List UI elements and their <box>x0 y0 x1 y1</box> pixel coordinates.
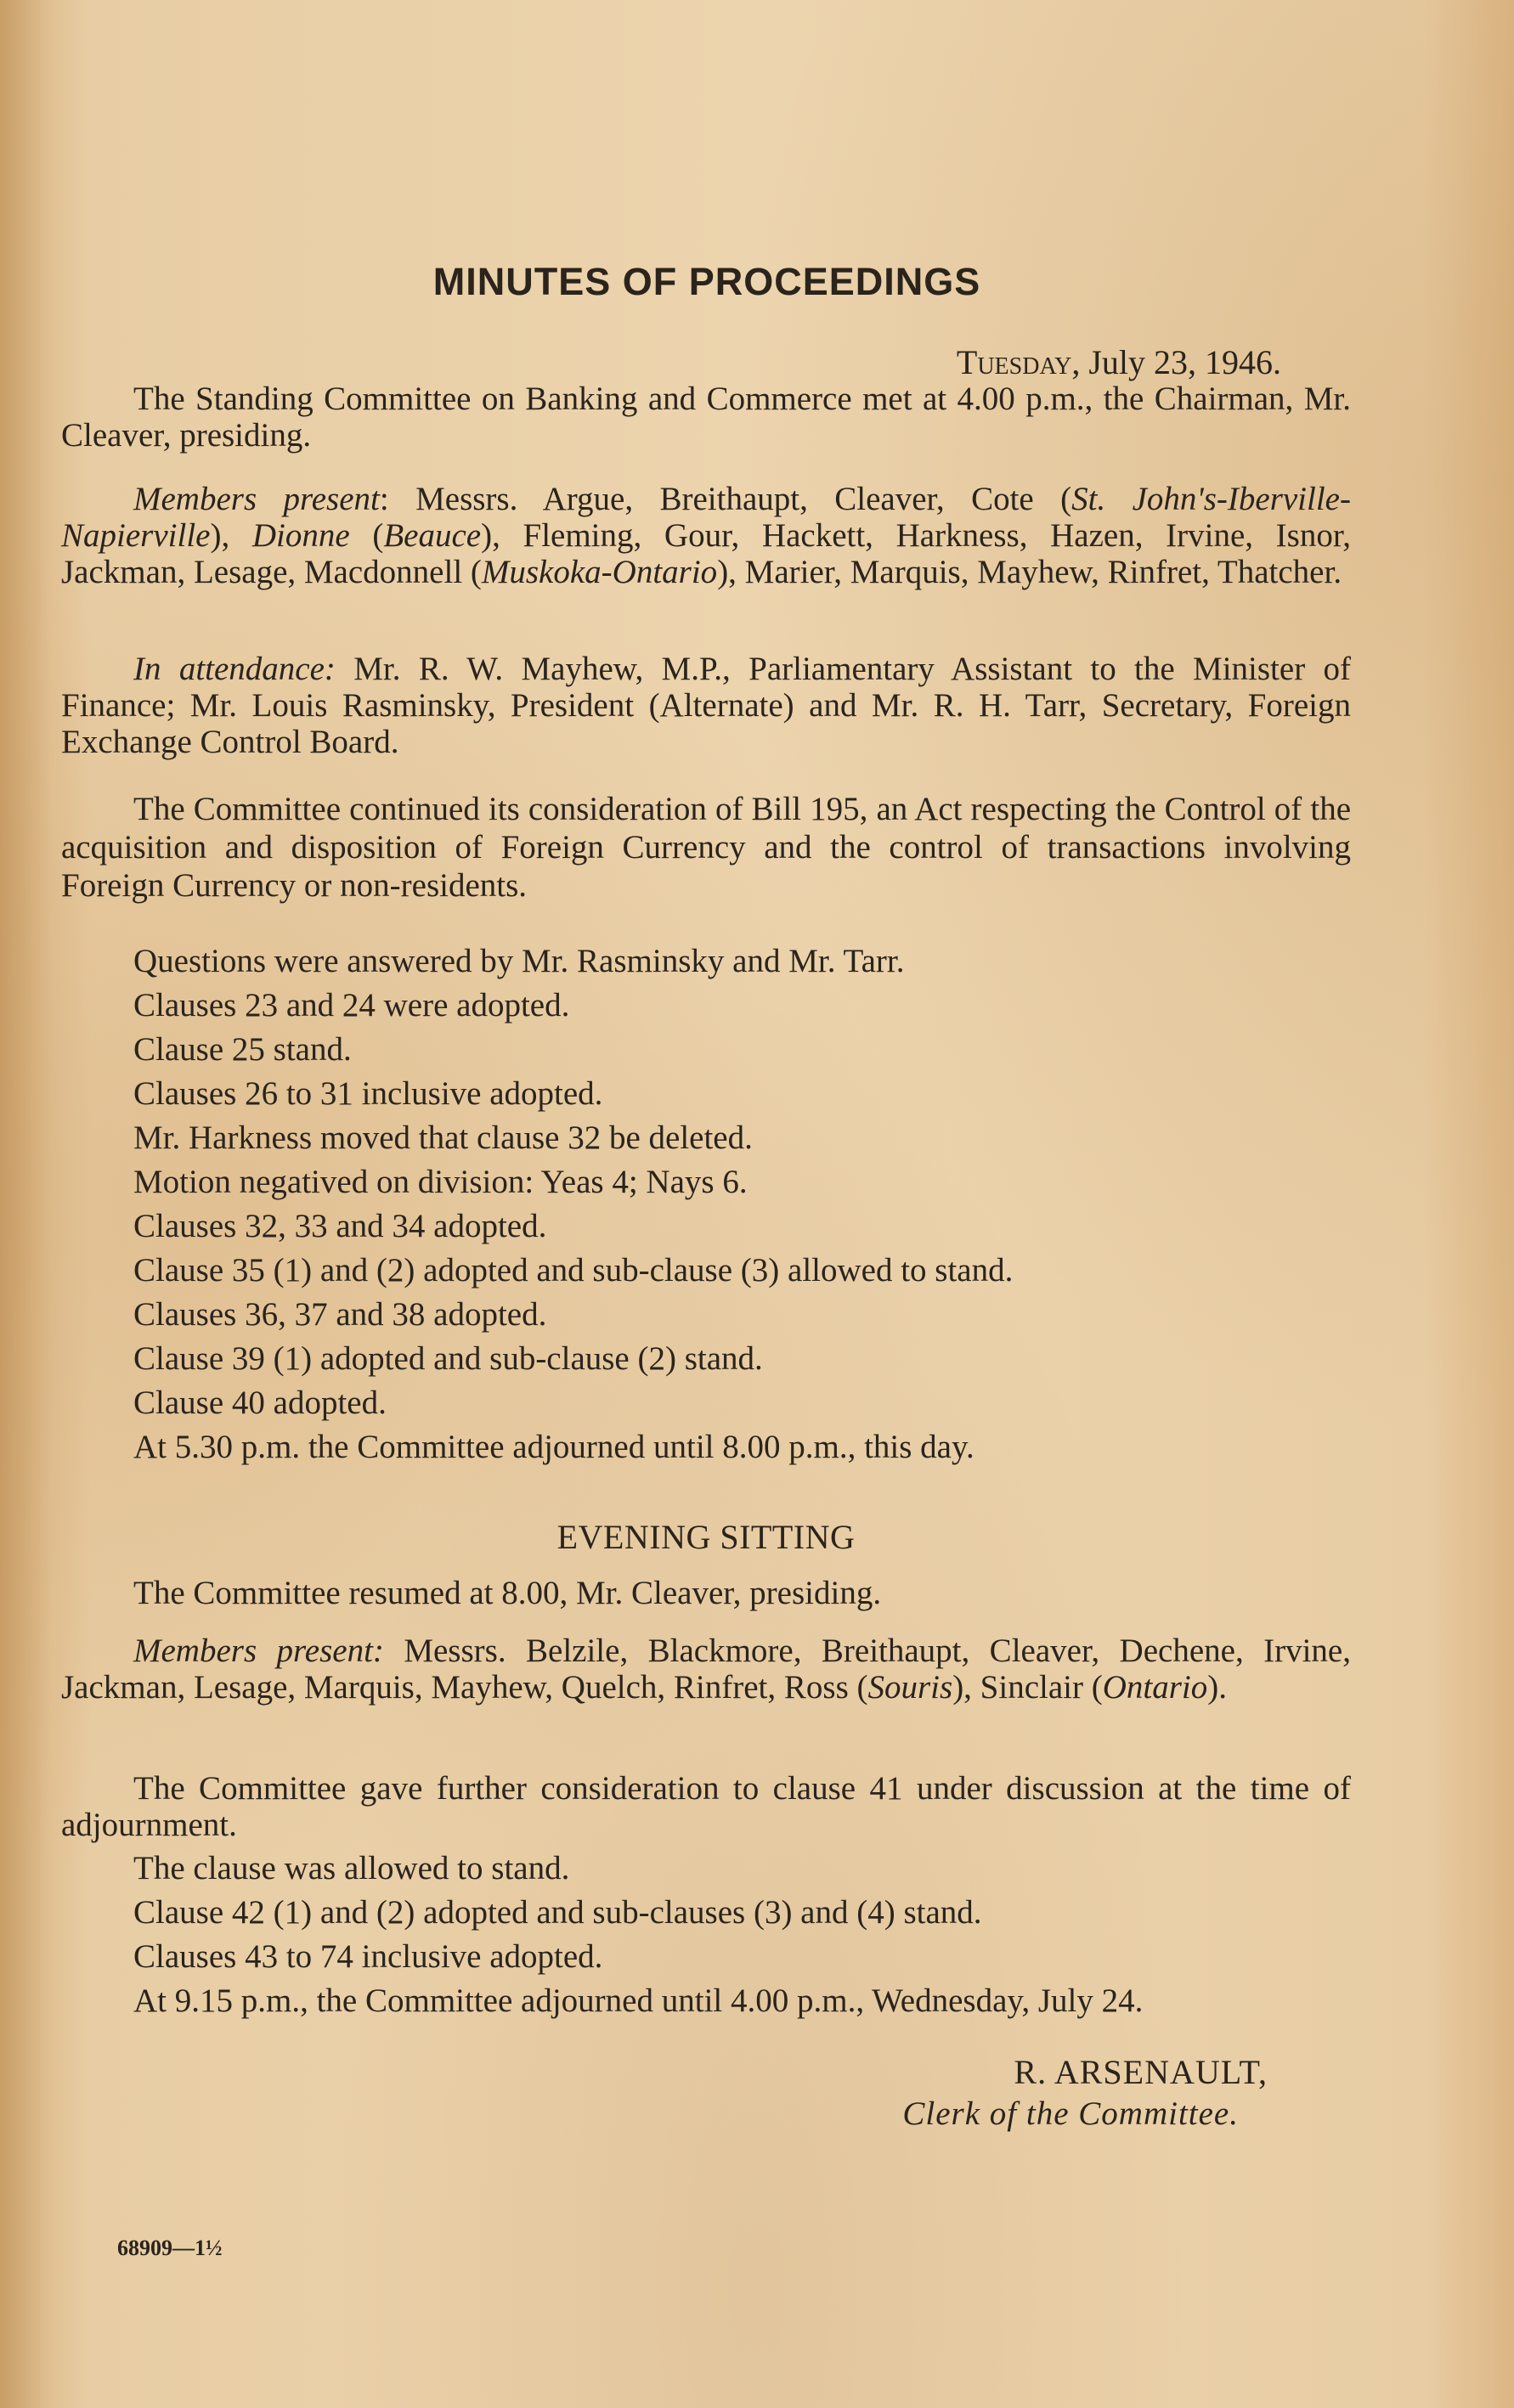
list-item: Clauses 26 to 31 inclusive adopted. <box>133 1075 603 1112</box>
dateline <box>61 344 1281 381</box>
list-item: Clause 35 (1) and (2) adopted and sub-clause (3) allowed to stand. <box>133 1252 1014 1289</box>
list-item: Clauses 32, 33 and 34 adopted. <box>133 1208 547 1244</box>
in-attendance-text: Mr. R. W. Mayhew, M.P., Parliamentary Assistant to the Minister of Finance; Mr. Louis Rasminsky, President (Alternate) and Mr. R. H. Tarr, Secretary, Foreign Exchange Control Board. <box>61 651 1351 760</box>
list-item: Questions were answered by Mr. Rasminsky and Mr. Tarr. <box>133 943 905 979</box>
members-riding-1: St. John's-Iberville-Napierville <box>61 481 1351 554</box>
dateline-weekday: Tuesday <box>956 343 1072 381</box>
list-item: At 9.15 p.m., the Committee adjourned until 4.00 p.m., Wednesday, July 24. <box>133 1982 1144 2019</box>
list-item: Motion negatived on division: Yeas 4; Nays 6. <box>133 1164 748 1200</box>
list-item: At 5.30 p.m. the Committee adjourned until 8.00 p.m., this day. <box>133 1429 974 1465</box>
list-item: Clauses 23 and 24 were adopted. <box>133 987 570 1024</box>
evening-riding-2: Ontario <box>1102 1669 1208 1706</box>
members-text-3: ( <box>349 517 384 554</box>
members-text-4: ), Fleming, Gour, Hackett, Harkness, Hazen, Irvine, Isnor, Jackman, Lesage, Macdonnell ( <box>61 517 1351 590</box>
page-title: MINUTES OF PROCEEDINGS <box>432 260 981 303</box>
evening-members-paragraph <box>61 1633 1351 1706</box>
list-item: Clause 40 adopted. <box>133 1384 387 1421</box>
members-name-dionne: Dionne <box>251 517 350 554</box>
list-item: Clause 39 (1) adopted and sub-clause (2) stand. <box>133 1340 763 1377</box>
evening-opening: The Committee resumed at 8.00, Mr. Cleaver, presiding. <box>133 1575 882 1611</box>
signature-role: Clerk of the Committee. <box>902 2095 1239 2132</box>
members-text-1: : Messrs. Argue, Breithaupt, Cleaver, Cote ( <box>379 481 1072 517</box>
list-item: Clause 25 stand. <box>133 1031 352 1068</box>
members-present-label: Members present <box>133 481 380 517</box>
evening-members-text-1: Messrs. Belzile, Blackmore, Breithaupt, Cleaver, Dechene, Irvine, Jackman, Lesage, Marquis, Mayhew, Quelch, Rinfret, Ross ( <box>61 1633 1351 1706</box>
opening-paragraph: The Standing Committee on Banking and Commerce met at 4.00 p.m., the Chairman, Mr. Cleaver, presiding. <box>61 381 1351 454</box>
evening-heading: EVENING SITTING <box>556 1518 856 1556</box>
print-code: 68909—1½ <box>117 2236 223 2260</box>
members-riding-3: Muskoka-Ontario <box>481 554 718 590</box>
list-item: Clause 42 (1) and (2) adopted and sub-clauses (3) and (4) stand. <box>133 1894 982 1931</box>
list-item: Mr. Harkness moved that clause 32 be deleted. <box>133 1119 753 1156</box>
evening-members-text-2: ), Sinclair ( <box>952 1669 1103 1706</box>
in-attendance-paragraph <box>61 651 1351 760</box>
dateline-date: , July 23, 1946. <box>1071 343 1281 381</box>
members-text-2: ), <box>210 517 252 554</box>
evening-members-label: Members present: <box>133 1633 384 1669</box>
list-item: The clause was allowed to stand. <box>133 1850 570 1886</box>
evening-consideration-paragraph: The Committee gave further consideration to clause 41 under discussion at the time of adjournment. <box>61 1770 1351 1843</box>
evening-riding-1: Souris <box>867 1669 953 1706</box>
evening-members-text-3: ). <box>1207 1669 1227 1706</box>
list-item: Clauses 36, 37 and 38 adopted. <box>133 1296 547 1333</box>
in-attendance-label: In attendance: <box>133 651 336 687</box>
members-riding-2: Beauce <box>383 517 482 554</box>
consideration-paragraph: The Committee continued its consideration of Bill 195, an Act respecting the Control of the acquisition and disposition of Foreign Currency and the control of transactions involving Foreign Currency or non-residents. <box>61 791 1351 904</box>
members-present-paragraph <box>61 481 1351 590</box>
list-item: Clauses 43 to 74 inclusive adopted. <box>133 1938 603 1975</box>
members-text-5: ), Marier, Marquis, Mayhew, Rinfret, Thatcher. <box>717 554 1342 590</box>
signature-name: R. ARSENAULT, <box>1014 2053 1268 2091</box>
